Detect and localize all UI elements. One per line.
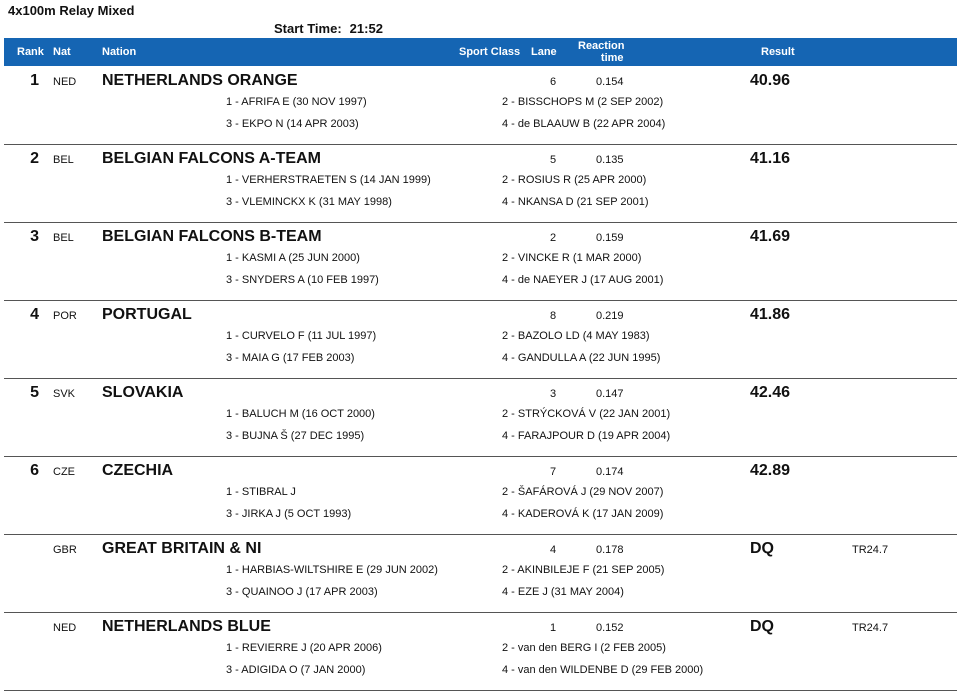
entry-lane: 4 [550,544,557,556]
entry-result: 42.89 [750,462,791,479]
entry-athlete: 4 - GANDULLA A (22 JUN 1995) [502,352,661,364]
results-table-header [4,38,957,66]
entry-athlete: 3 - VLEMINCKX K (31 MAY 1998) [226,196,392,208]
entry-result: DQ [750,540,774,557]
entry-nation: BELGIAN FALCONS B-TEAM [102,228,322,245]
entry-reaction-time: 0.219 [596,310,624,322]
entry-athlete: 4 - de BLAAUW B (22 APR 2004) [502,118,666,130]
entry-athlete: 4 - van den WILDENBE D (29 FEB 2000) [502,664,704,676]
entry-reaction-time: 0.159 [596,232,624,244]
entry-athlete: 3 - EKPO N (14 APR 2003) [226,118,359,130]
entry-nation: PORTUGAL [102,306,192,323]
entry-lane: 6 [550,76,557,88]
header-sport-class: Sport Class [459,46,521,58]
entry-nat: CZE [53,466,75,478]
entry-athlete: 1 - STIBRAL J [226,486,296,498]
header-reaction-sub: time [600,52,624,64]
header-nat: Nat [53,46,71,58]
entry-note: TR24.7 [852,544,889,556]
entry-athlete: 3 - JIRKA J (5 OCT 1993) [226,508,352,520]
entry-lane: 5 [550,154,557,166]
result-entry [4,222,957,301]
entry-athlete: 3 - ADIGIDA O (7 JAN 2000) [226,664,366,676]
entry-result: 42.46 [750,384,791,401]
entry-athlete: 3 - MAIA G (17 FEB 2003) [226,352,355,364]
entry-nation: CZECHIA [102,462,174,479]
entry-result: 41.69 [750,228,791,245]
entry-nat: POR [53,310,77,322]
entry-result: 40.96 [750,72,791,89]
entry-note: TR24.7 [852,622,889,634]
entry-athlete: 1 - CURVELO F (11 JUL 1997) [226,330,377,342]
entry-athlete: 1 - VERHERSTRAETEN S (14 JAN 1999) [226,174,431,186]
result-entry [4,378,957,457]
entry-athlete: 4 - NKANSA D (21 SEP 2001) [502,196,649,208]
start-time-label: Start Time: [274,21,342,36]
result-entry [4,612,957,691]
entry-nation: NETHERLANDS BLUE [102,618,271,635]
entry-athlete: 2 - ŠAFÁROVÁ J (29 NOV 2007) [502,486,664,498]
entry-athlete: 1 - BALUCH M (16 OCT 2000) [226,408,375,420]
entry-nat: SVK [53,388,76,400]
entry-reaction-time: 0.178 [596,544,624,556]
entry-athlete: 4 - KADEROVÁ K (17 JAN 2009) [502,508,664,520]
entry-lane: 3 [550,388,557,400]
entry-result: DQ [750,618,774,635]
header-rank: Rank [17,46,44,58]
entry-nation: GREAT BRITAIN & NI [102,540,262,557]
entry-athlete: 4 - EZE J (31 MAY 2004) [502,586,624,598]
entry-nat: BEL [53,232,74,244]
entry-athlete: 4 - de NAEYER J (17 AUG 2001) [502,274,664,286]
entry-athlete: 4 - FARAJPOUR D (19 APR 2004) [502,430,671,442]
start-time-value: 21:52 [349,21,383,36]
entry-nat: GBR [53,544,77,556]
entry-athlete: 2 - ROSIUS R (25 APR 2000) [502,174,647,186]
entry-lane: 8 [550,310,557,322]
result-entry [4,66,957,145]
entry-reaction-time: 0.152 [596,622,624,634]
entry-athlete: 3 - QUAINOO J (17 APR 2003) [226,586,378,598]
entry-result: 41.86 [750,306,791,323]
header-reaction: Reaction [578,40,625,52]
entry-nat: NED [53,76,77,88]
entry-athlete: 3 - BUJNA Š (27 DEC 1995) [226,430,365,442]
entry-result: 41.16 [750,150,791,167]
entry-nat: BEL [53,154,74,166]
entry-reaction-time: 0.135 [596,154,624,166]
entry-reaction-time: 0.154 [596,76,624,88]
entry-rank: 2 [30,150,39,167]
start-time [274,21,383,36]
entry-nat: NED [53,622,77,634]
entry-lane: 7 [550,466,557,478]
entry-reaction-time: 0.147 [596,388,624,400]
entry-athlete: 2 - BAZOLO LD (4 MAY 1983) [502,330,650,342]
result-entry [4,144,957,223]
result-entry [4,534,957,613]
entry-lane: 1 [550,622,557,634]
entry-athlete: 1 - HARBIAS-WILTSHIRE E (29 JUN 2002) [226,564,438,576]
header-lane: Lane [531,46,557,58]
entry-athlete: 2 - van den BERG I (2 FEB 2005) [502,642,666,654]
entry-reaction-time: 0.174 [596,466,624,478]
entry-rank: 3 [30,228,39,245]
entry-rank: 1 [30,72,39,89]
entry-athlete: 1 - KASMI A (25 JUN 2000) [226,252,360,264]
result-entry [4,300,957,379]
entry-lane: 2 [550,232,557,244]
entry-athlete: 2 - VINCKE R (1 MAR 2000) [502,252,642,264]
result-entry [4,456,957,535]
entry-athlete: 1 - AFRIFA E (30 NOV 1997) [226,96,367,108]
entry-athlete: 2 - STRÝCKOVÁ V (22 JAN 2001) [502,408,671,420]
header-result: Result [761,46,795,58]
entry-athlete: 3 - SNYDERS A (10 FEB 1997) [226,274,379,286]
entry-rank: 4 [30,306,39,323]
entry-rank: 5 [30,384,39,401]
entry-athlete: 2 - AKINBILEJE F (21 SEP 2005) [502,564,665,576]
entry-nation: BELGIAN FALCONS A-TEAM [102,150,321,167]
header-nation: Nation [102,46,137,58]
entry-nation: SLOVAKIA [102,384,184,401]
entry-athlete: 2 - BISSCHOPS M (2 SEP 2002) [502,96,664,108]
entry-nation: NETHERLANDS ORANGE [102,72,298,89]
header-reaction-time [578,40,624,64]
event-title: 4x100m Relay Mixed [8,3,135,18]
entry-athlete: 1 - REVIERRE J (20 APR 2006) [226,642,382,654]
entry-rank: 6 [30,462,39,479]
